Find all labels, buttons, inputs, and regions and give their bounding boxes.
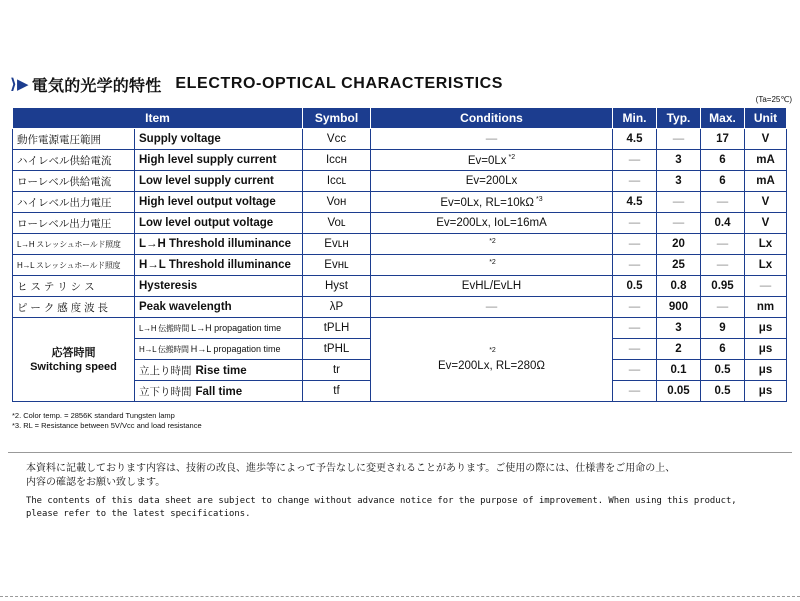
divider [8, 452, 792, 453]
symbol-cell: Voʟ [303, 213, 371, 234]
item-sub [135, 360, 303, 381]
max-cell: 17 [701, 129, 745, 150]
item-jp: ローレベル出力電圧 [13, 213, 135, 234]
item-en: Low level output voltage [135, 213, 303, 234]
item-en: High level supply current [135, 150, 303, 171]
table-row [13, 318, 787, 339]
title-jp: 電気的光学的特性 [31, 77, 162, 95]
footnote: *3. RL = Resistance between 5V/Vcc and load resistance [12, 421, 202, 430]
min-cell: — [613, 150, 657, 171]
min-cell: — [613, 234, 657, 255]
note-ref: *2 [489, 347, 496, 355]
unit-cell: V [745, 213, 787, 234]
min-cell: — [613, 318, 657, 339]
conditions-cell: — [371, 129, 613, 150]
item-jp: L→H 伝搬時間 [139, 323, 190, 333]
footnotes [12, 411, 202, 431]
typ-cell: 3 [657, 318, 701, 339]
conditions-cell: Ev=200Lx, IoL=16mA [371, 213, 613, 234]
unit-cell: — [745, 276, 787, 297]
condition-text: Ev=0Lx [467, 154, 507, 167]
max-cell: 6 [701, 150, 745, 171]
unit-cell: mA [745, 171, 787, 192]
item-jp: ピ ー ク 感 度 波 長 [13, 297, 135, 318]
table-row [13, 192, 787, 213]
max-cell: — [701, 255, 745, 276]
min-cell: — [613, 255, 657, 276]
disclaimer-jp-line: 本資料に記載しております内容は、技術の改良、進歩等によって予告なしに変更されることがあります。ご使用の際には、仕様書をご用命の上、 [26, 463, 676, 474]
symbol-cell: Voн [303, 192, 371, 213]
max-cell: 0.5 [701, 360, 745, 381]
min-cell: — [613, 381, 657, 402]
item-jp: ハイレベル供給電流 [13, 150, 135, 171]
table-row [13, 129, 787, 150]
symbol-cell: Hyst [303, 276, 371, 297]
disclaimer-en-line: The contents of this data sheet are subject to change without advance notice for the purpose of improvement. When using this product, [26, 496, 737, 506]
item-jp: ヒ ス テ リ シ ス [13, 276, 135, 297]
header-row [13, 108, 787, 129]
table-row [13, 276, 787, 297]
conditions-cell [371, 192, 613, 213]
table-row [13, 255, 787, 276]
max-cell: — [701, 234, 745, 255]
item-en: Low level supply current [135, 171, 303, 192]
unit-cell: Lx [745, 255, 787, 276]
symbol-cell: tr [303, 360, 371, 381]
unit-cell: μs [745, 381, 787, 402]
unit-cell: μs [745, 360, 787, 381]
symbol-cell: Evнʟ [303, 255, 371, 276]
table-row [13, 150, 787, 171]
min-cell: 4.5 [613, 129, 657, 150]
unit-cell: V [745, 192, 787, 213]
conditions-cell: EvHL/EvLH [371, 276, 613, 297]
typ-cell: 0.05 [657, 381, 701, 402]
unit-cell: mA [745, 150, 787, 171]
section-title [10, 72, 503, 96]
disclaimer-en-line: please refer to the latest specifications. [26, 509, 251, 519]
typ-cell: — [657, 129, 701, 150]
footnote: *2. Color temp. = 2856K standard Tungsten lamp [12, 411, 175, 420]
typ-cell: — [657, 192, 701, 213]
unit-cell: Lx [745, 234, 787, 255]
disclaimer [26, 462, 786, 521]
symbol-cell: tPLH [303, 318, 371, 339]
typ-cell: 2 [657, 339, 701, 360]
item-sub [135, 318, 303, 339]
min-cell: 4.5 [613, 192, 657, 213]
symbol-cell: Iccн [303, 150, 371, 171]
typ-cell: — [657, 213, 701, 234]
typ-cell: 3 [657, 171, 701, 192]
condition-text: Ev=0Lx, RL=10kΩ [440, 196, 534, 209]
max-cell: 9 [701, 318, 745, 339]
conditions-cell [371, 255, 613, 276]
item-en: H→L Threshold illuminance [135, 255, 303, 276]
switching-label-jp: 応答時間 [51, 346, 96, 359]
min-cell: — [613, 360, 657, 381]
item-en: Rise time [195, 364, 247, 377]
item-jp: 動作電源電圧範囲 [13, 129, 135, 150]
symbol-cell: tPHL [303, 339, 371, 360]
conditions-cell: Ev=200Lx [371, 171, 613, 192]
note-ref: *2 [508, 153, 516, 161]
item-en: L→H Threshold illuminance [135, 234, 303, 255]
header-typ: Typ. [657, 108, 701, 129]
bottom-divider [0, 596, 800, 597]
item-en: Supply voltage [135, 129, 303, 150]
header-conditions: Conditions [371, 108, 613, 129]
symbol-cell: Vcc [303, 129, 371, 150]
header-symbol: Symbol [303, 108, 371, 129]
item-jp: 立下り時間 [139, 385, 192, 398]
table-row [13, 297, 787, 318]
max-cell: 0.95 [701, 276, 745, 297]
item-sub [135, 381, 303, 402]
item-sub [135, 339, 303, 360]
item-en: H→L propagation time [190, 343, 281, 354]
item-jp: L→H スレッシュホールド照度 [13, 234, 135, 255]
header-max: Max. [701, 108, 745, 129]
max-cell: — [701, 192, 745, 213]
min-cell: — [613, 339, 657, 360]
table-row [13, 213, 787, 234]
typ-cell: 25 [657, 255, 701, 276]
symbol-cell: tf [303, 381, 371, 402]
switching-speed-label [13, 318, 135, 402]
max-cell: 6 [701, 171, 745, 192]
max-cell: 0.5 [701, 381, 745, 402]
table-row [13, 234, 787, 255]
typ-cell: 20 [657, 234, 701, 255]
conditions-cell [371, 150, 613, 171]
header-min: Min. [613, 108, 657, 129]
max-cell: 6 [701, 339, 745, 360]
switching-conditions-cell [371, 318, 613, 402]
table-row [13, 171, 787, 192]
conditions-cell [371, 234, 613, 255]
header-unit: Unit [745, 108, 787, 129]
min-cell: — [613, 171, 657, 192]
item-en: High level output voltage [135, 192, 303, 213]
title-en: ELECTRO-OPTICAL CHARACTERISTICS [175, 75, 504, 92]
item-en: Fall time [195, 385, 243, 398]
min-cell: 0.5 [613, 276, 657, 297]
ambient-condition: (Ta=25℃) [755, 95, 792, 104]
symbol-cell: Iccʟ [303, 171, 371, 192]
min-cell: — [613, 297, 657, 318]
item-jp: ハイレベル出力電圧 [13, 192, 135, 213]
item-en: Peak wavelength [135, 297, 303, 318]
symbol-cell: λP [303, 297, 371, 318]
item-jp: H→L スレッシュホールド照度 [13, 255, 135, 276]
characteristics-table [12, 107, 787, 402]
disclaimer-en [26, 495, 786, 521]
condition-text: Ev=200Lx, RL=280Ω [437, 359, 546, 372]
unit-cell: V [745, 129, 787, 150]
min-cell: — [613, 213, 657, 234]
unit-cell: μs [745, 339, 787, 360]
note-ref: *2 [489, 258, 496, 266]
typ-cell: 3 [657, 150, 701, 171]
typ-cell: 0.8 [657, 276, 701, 297]
switching-label-en: Switching speed [30, 360, 117, 373]
unit-cell: nm [745, 297, 787, 318]
unit-cell: μs [745, 318, 787, 339]
item-jp: 立上り時間 [139, 364, 192, 377]
symbol-cell: Evʟн [303, 234, 371, 255]
disclaimer-jp-line: 内容の確認をお願い致します。 [26, 477, 166, 488]
triangle-marker-icon: ⟩▶ [10, 76, 29, 93]
item-jp: H→L 伝搬時間 [139, 344, 189, 354]
item-en: Hysteresis [135, 276, 303, 297]
header-item: Item [13, 108, 303, 129]
typ-cell: 0.1 [657, 360, 701, 381]
note-ref: *2 [489, 237, 496, 245]
item-en: L→H propagation time [191, 322, 282, 333]
item-jp: ローレベル供給電流 [13, 171, 135, 192]
typ-cell: 900 [657, 297, 701, 318]
conditions-cell: — [371, 297, 613, 318]
max-cell: — [701, 297, 745, 318]
max-cell: 0.4 [701, 213, 745, 234]
note-ref: *3 [536, 195, 543, 203]
